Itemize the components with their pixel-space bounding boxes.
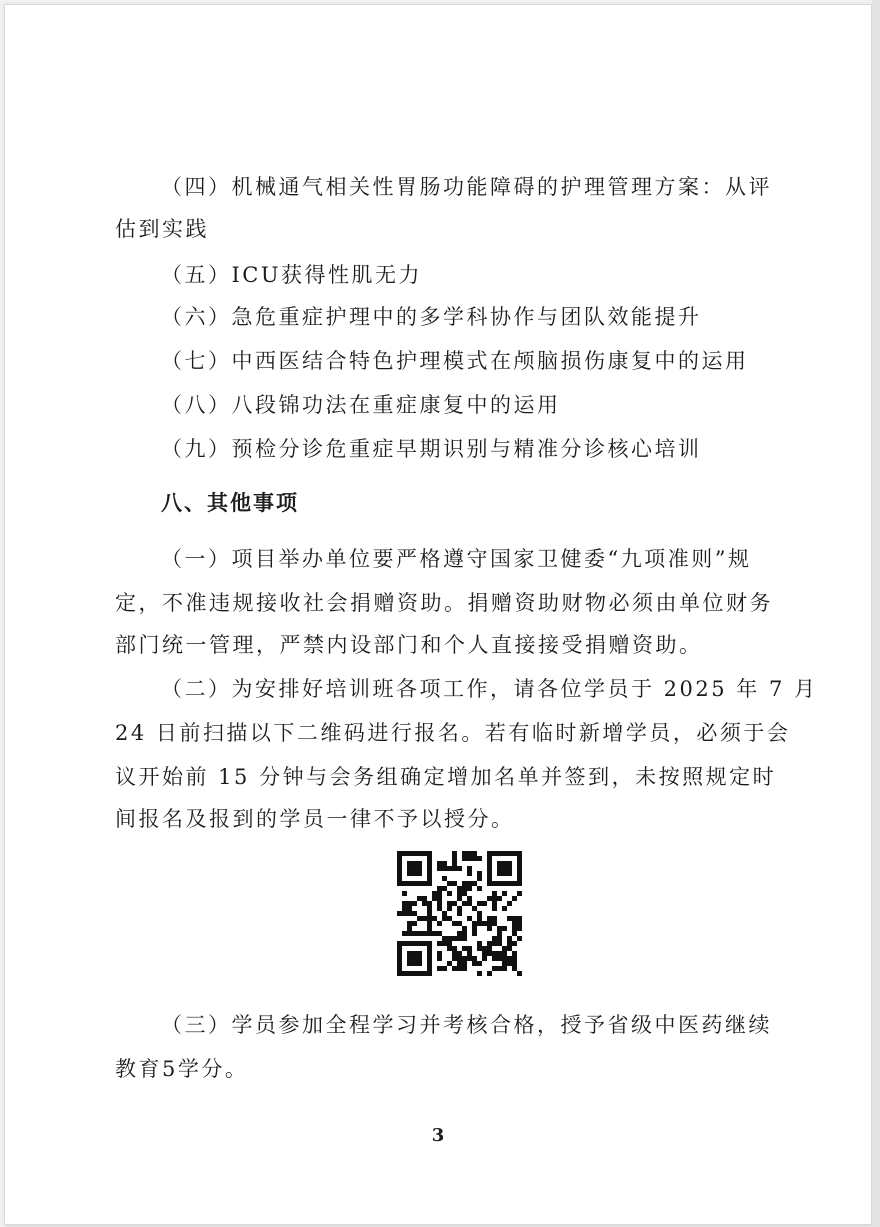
qr-code-icon: [393, 847, 527, 981]
item-eight: （八）八段锦功法在重症康复中的运用: [161, 393, 561, 417]
item-nine: （九）预检分诊危重症早期识别与精准分诊核心培训: [161, 437, 702, 461]
para2-line1: （二）为安排好培训班各项工作，请各位学员于 2025 年 7 月: [161, 677, 818, 701]
item-four-line2: 估到实践: [115, 217, 209, 241]
para1-line1: （一）项目举办单位要严格遵守国家卫健委“九项准则”规: [161, 547, 752, 571]
item-six: （六）急危重症护理中的多学科协作与团队效能提升: [161, 305, 702, 329]
para1-line2: 定，不准违规接收社会捐赠资助。捐赠资助财物必须由单位财务: [115, 591, 773, 615]
item-seven: （七）中西医结合特色护理模式在颅脑损伤康复中的运用: [161, 349, 749, 373]
para2-line3: 议开始前 15 分钟与会务组确定增加名单并签到，未按照规定时: [115, 765, 777, 789]
para3-line2: 教育5学分。: [115, 1057, 249, 1081]
viewer-edge: [872, 0, 880, 1227]
para3-line1: （三）学员参加全程学习并考核合格，授予省级中医药继续: [161, 1013, 772, 1037]
qr-code-graphic: [393, 847, 527, 981]
item-five: （五）ICU获得性肌无力: [161, 263, 423, 287]
para1-line3: 部门统一管理，严禁内设部门和个人直接接受捐赠资助。: [115, 633, 703, 657]
page-number: 3: [431, 1125, 445, 1146]
document-page: [4, 4, 872, 1225]
para2-line4: 间报名及报到的学员一律不予以授分。: [115, 807, 515, 831]
item-four-line1: （四）机械通气相关性胃肠功能障碍的护理管理方案：从评: [161, 175, 772, 199]
para2-line2: 24 日前扫描以下二维码进行报名。若有临时新增学员，必须于会: [115, 721, 791, 745]
section-heading: 八、其他事项: [161, 490, 299, 515]
